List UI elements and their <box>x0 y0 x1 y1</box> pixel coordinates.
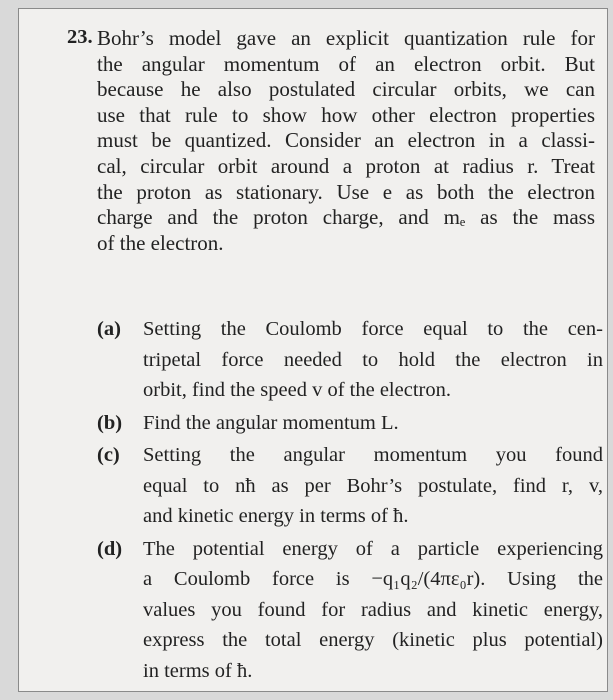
statement-line: of the electron. <box>97 230 224 255</box>
subquestion-text <box>143 408 603 439</box>
subquestion-label: (b) <box>97 411 123 434</box>
statement-line: use that rule to show how other electron properties <box>97 102 595 127</box>
subquestion-line: orbit, find the speed v of the electron. <box>143 379 451 401</box>
subquestion-d <box>97 534 603 687</box>
subquestion-line: values you found for radius and kinetic energy, <box>143 598 603 621</box>
subquestion-a <box>97 314 603 406</box>
textbook-page <box>18 8 608 692</box>
statement-line: the proton as stationary. Use e as both the electron <box>97 179 595 204</box>
subquestion-line: a Coulomb force is −q₁q₂/(4πε₀r). Using the <box>143 568 603 590</box>
subquestion-line: Find the angular momentum L. <box>143 411 399 434</box>
problem-number: 23. <box>67 26 93 48</box>
subquestion-c <box>97 440 603 532</box>
subquestion-line: and kinetic energy in terms of ħ. <box>143 505 409 527</box>
subquestion-label: (c) <box>97 444 120 466</box>
subquestion-label: (d) <box>97 537 123 560</box>
statement-line: the angular momentum of an electron orbit. But <box>97 51 595 76</box>
subquestion-line: express the total energy (kinetic plus potential) <box>143 629 603 651</box>
subquestion-text <box>143 440 603 532</box>
subquestion-line: in terms of ħ. <box>143 659 253 682</box>
statement-line: because he also postulated circular orbits, we can <box>97 77 595 102</box>
subquestion-line: Setting the angular momentum you found <box>143 444 603 466</box>
statement-line: must be quantized. Consider an electron in a classi- <box>97 128 595 153</box>
subquestion-line: equal to nħ as per Bohr’s postulate, find r, v, <box>143 474 603 497</box>
statement-line: Bohr’s model gave an explicit quantization rule for <box>97 26 595 50</box>
subquestion-text <box>143 534 603 687</box>
statement-line: charge and the proton charge, and mₑ as the mass <box>97 205 595 230</box>
subquestion-list <box>97 314 603 688</box>
subquestion-b <box>97 408 603 439</box>
problem-statement <box>97 26 595 256</box>
subquestion-line: The potential energy of a particle experiencing <box>143 537 603 560</box>
statement-line: cal, circular orbit around a proton at radius r. Treat <box>97 153 595 178</box>
subquestion-line: Setting the Coulomb force equal to the cen- <box>143 318 603 340</box>
subquestion-text <box>143 314 603 406</box>
subquestion-label: (a) <box>97 318 121 340</box>
subquestion-line: tripetal force needed to hold the electron in <box>143 348 603 371</box>
